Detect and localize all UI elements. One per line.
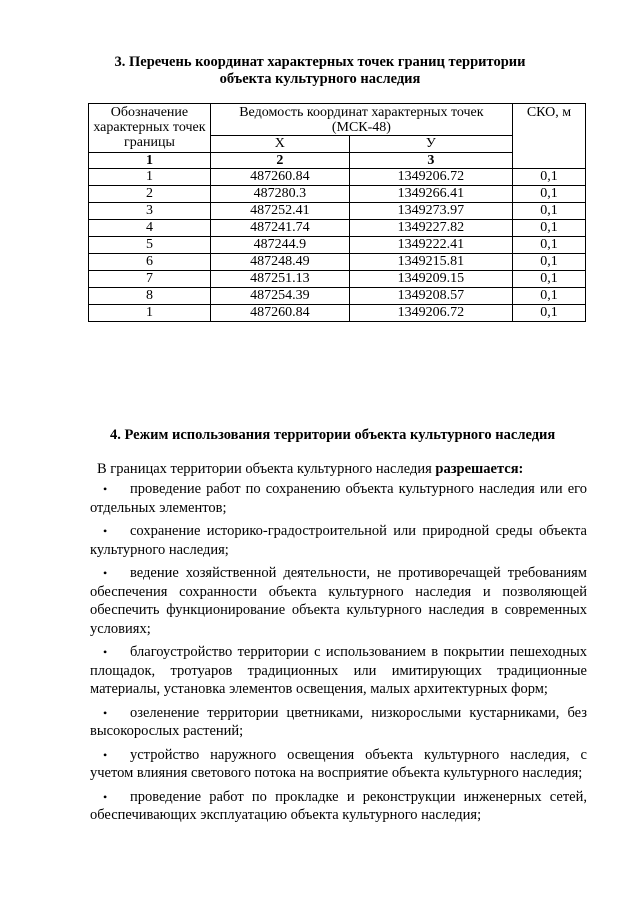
list-item (90, 564, 587, 638)
list-item (90, 522, 587, 559)
bullet-icon: • (103, 566, 108, 580)
list-item-text: устройство наружного освещения объекта культурного наследия, с учетом влияния светового потока на восприятие объекта культурного наследия; (90, 746, 587, 781)
permitted-activities-list (90, 480, 587, 830)
header-y: У (349, 136, 512, 153)
header-point-designation: Обозначение характерных точек границы (89, 104, 211, 153)
list-item-text: проведение работ по сохранению объекта культурного наследия или его отдельных элементов; (90, 481, 587, 516)
point-number-cell: 5 (89, 237, 211, 254)
y-coordinate-cell: 1349227.82 (349, 220, 512, 237)
list-item (90, 788, 587, 825)
y-coordinate-cell: 1349215.81 (349, 254, 512, 271)
bullet-icon: • (103, 482, 108, 496)
y-coordinate-cell: 1349266.41 (349, 186, 512, 203)
list-item (90, 643, 587, 699)
list-item-text: сохранение историко-градостроительной или природной среды объекта культурного наследия; (90, 523, 587, 558)
y-coordinate-cell: 1349206.72 (349, 305, 512, 322)
sko-cell: 0,1 (512, 203, 585, 220)
list-item (90, 704, 587, 741)
section3-title-line1: 3. Перечень координат характерных точек границ территории (114, 54, 526, 70)
header-sko: СКО, м (512, 104, 585, 169)
y-coordinate-cell: 1349273.97 (349, 203, 512, 220)
bullet-icon: • (103, 645, 108, 659)
x-coordinate-cell: 487254.39 (210, 288, 349, 305)
bullet-icon: • (103, 705, 108, 720)
sko-cell: 0,1 (512, 237, 585, 254)
index-cell: 3 (349, 153, 512, 169)
section4-title: 4. Режим использования территории объекта культурного наследия (110, 427, 556, 443)
point-number-cell: 7 (89, 271, 211, 288)
list-item-text: ведение хозяйственной деятельности, не противоречащей требованиям обеспечения сохранности объекта культурного наследия и позволяющей обеспечить функционирование объекта культурного наследия в современных условиях; (90, 565, 587, 637)
intro-text: В границах территории объекта культурного наследия (97, 461, 436, 477)
table-row (89, 237, 586, 254)
sko-cell: 0,1 (512, 288, 585, 305)
point-number-cell: 6 (89, 254, 211, 271)
section3-title (0, 54, 640, 88)
section4-intro (97, 460, 594, 479)
list-item-text: благоустройство территории с использованием в покрытии пешеходных площадок, тротуаров традиционных или имитирующих традиционные материалы, установка элементов освещения, малых архитектурных форм; (90, 644, 587, 697)
sko-cell: 0,1 (512, 271, 585, 288)
x-coordinate-cell: 487260.84 (210, 169, 349, 186)
table-row (89, 220, 586, 237)
section3-title-line2: объекта культурного наследия (219, 71, 421, 87)
bullet-icon: • (103, 747, 108, 762)
x-coordinate-cell: 487244.9 (210, 237, 349, 254)
y-coordinate-cell: 1349222.41 (349, 237, 512, 254)
sko-cell: 0,1 (512, 220, 585, 237)
table-row (89, 203, 586, 220)
index-cell: 2 (210, 153, 349, 169)
y-coordinate-cell: 1349208.57 (349, 288, 512, 305)
sko-cell: 0,1 (512, 305, 585, 322)
table-row (89, 271, 586, 288)
point-number-cell: 8 (89, 288, 211, 305)
table-row (89, 169, 586, 186)
index-cell: 1 (89, 153, 211, 169)
bullet-icon: • (103, 524, 108, 538)
list-item-text: озеленение территории цветниками, низкорослыми кустарниками, без высокорослых растений; (90, 704, 587, 739)
point-number-cell: 1 (89, 305, 211, 322)
sko-cell: 0,1 (512, 169, 585, 186)
table-row (89, 288, 586, 305)
list-item (90, 480, 587, 517)
sko-cell: 0,1 (512, 186, 585, 203)
intro-bold: разрешается: (435, 461, 524, 477)
y-coordinate-cell: 1349206.72 (349, 169, 512, 186)
header-x: Х (210, 136, 349, 153)
point-number-cell: 1 (89, 169, 211, 186)
x-coordinate-cell: 487252.41 (210, 203, 349, 220)
table-body (89, 169, 586, 322)
header-coordinates-group: Ведомость координат характерных точек (МСК-48) (210, 104, 512, 136)
table-row (89, 254, 586, 271)
point-number-cell: 4 (89, 220, 211, 237)
table-row (89, 305, 586, 322)
x-coordinate-cell: 487260.84 (210, 305, 349, 322)
table-row (89, 186, 586, 203)
y-coordinate-cell: 1349209.15 (349, 271, 512, 288)
x-coordinate-cell: 487280.3 (210, 186, 349, 203)
point-number-cell: 2 (89, 186, 211, 203)
x-coordinate-cell: 487251.13 (210, 271, 349, 288)
point-number-cell: 3 (89, 203, 211, 220)
coordinates-table (88, 103, 586, 322)
list-item-text: проведение работ по прокладке и реконструкции инженерных сетей, обеспечивающих эксплуатацию объекта культурного наследия; (90, 788, 587, 823)
x-coordinate-cell: 487248.49 (210, 254, 349, 271)
sko-cell: 0,1 (512, 254, 585, 271)
list-item (90, 746, 587, 783)
bullet-icon: • (103, 789, 108, 804)
x-coordinate-cell: 487241.74 (210, 220, 349, 237)
